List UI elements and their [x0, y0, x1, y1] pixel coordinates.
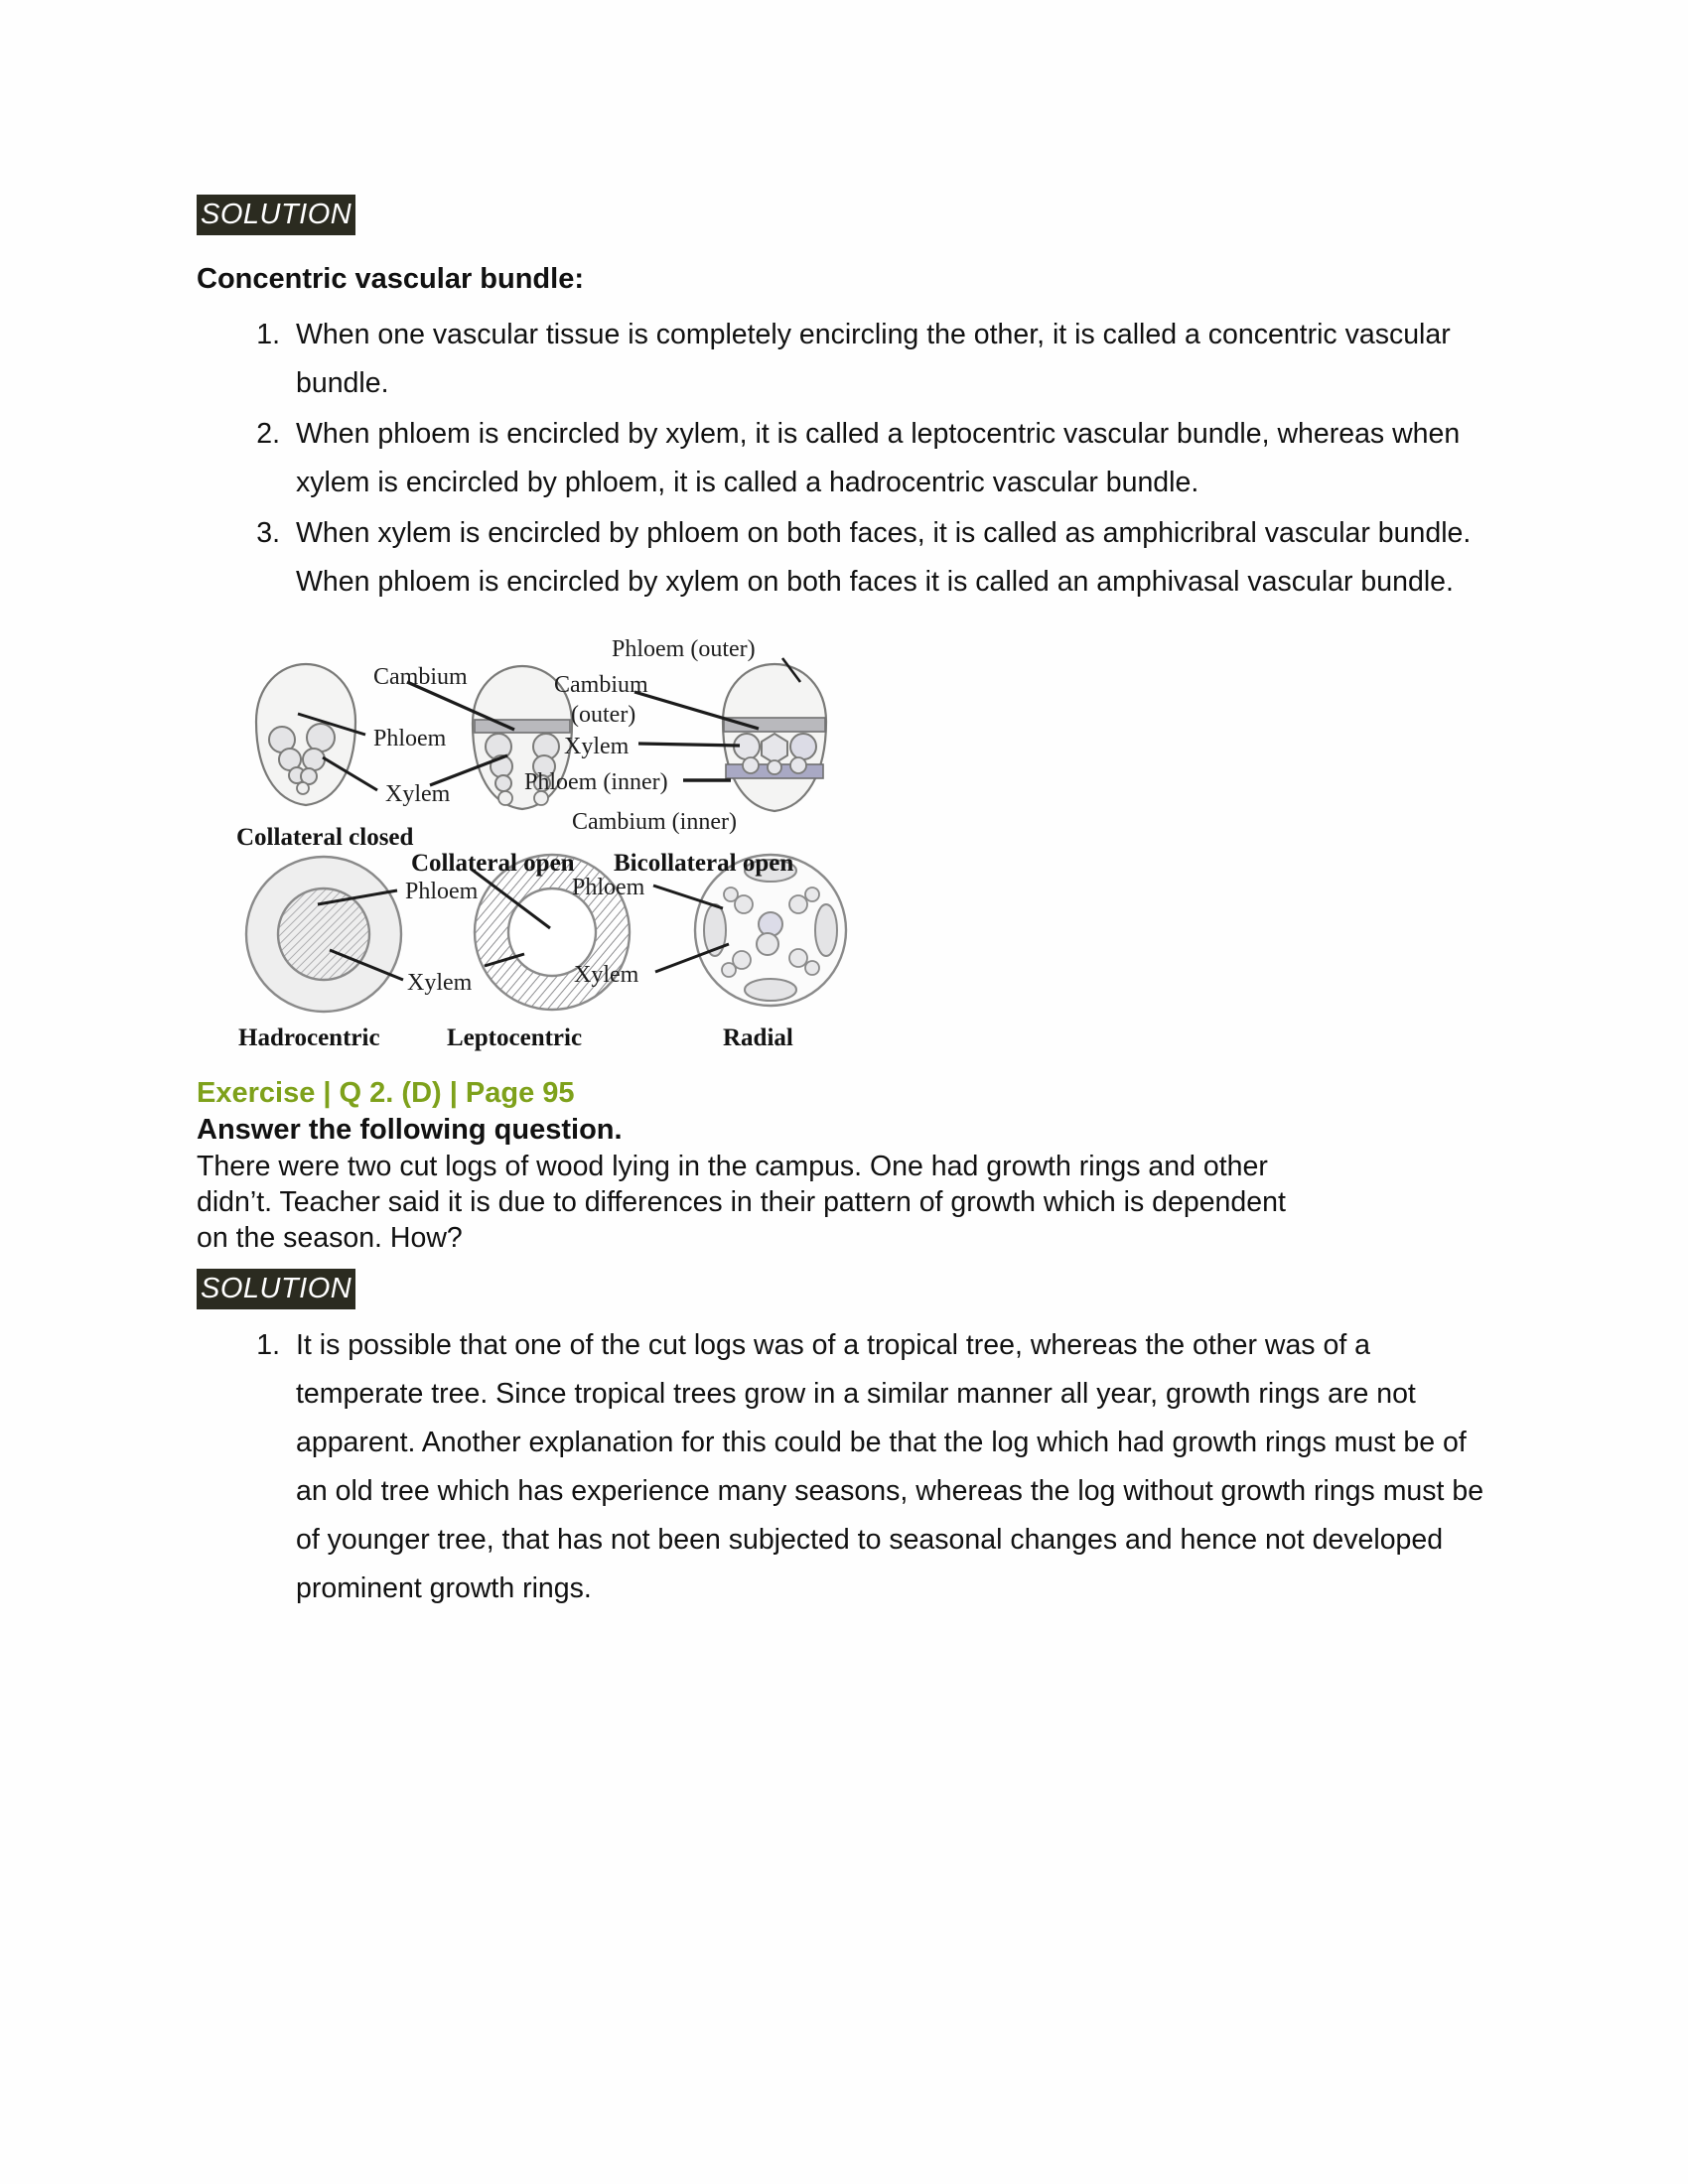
solution-label: SOLUTION: [197, 195, 355, 235]
question-line: on the season. How?: [197, 1221, 463, 1254]
diagram-svg: [226, 634, 921, 1061]
list-item: When xylem is encircled by phloem on both faces, it is called as amphicribral vascular bundle. When phloem is encircled by xylem on both faces it is called an amphivasal vascular bundle.: [296, 516, 1472, 598]
caption-bicollateral-open: Bicollateral open: [614, 850, 794, 877]
spacer: [197, 1257, 1497, 1269]
exercise-heading: Exercise | Q 2. (D) | Page 95: [197, 1077, 575, 1109]
label-xylem-3: Xylem: [574, 962, 639, 988]
label-phloem: Phloem: [373, 726, 447, 751]
radial-figure: [653, 855, 846, 1006]
caption-leptocentric: Leptocentric: [447, 1024, 583, 1051]
label-xylem-2: Xylem: [407, 970, 473, 996]
label-cambium-outer-line1: Cambium: [554, 672, 648, 698]
answer-list: [197, 1321, 1497, 1613]
caption-hadrocentric: Hadrocentric: [238, 1024, 380, 1051]
caption-collateral-open: Collateral open: [411, 850, 575, 877]
label-cambium: Cambium: [373, 664, 468, 690]
caption-radial: Radial: [723, 1024, 793, 1051]
solution-label: SOLUTION: [197, 1269, 355, 1309]
spacer: [197, 235, 1497, 261]
label-cambium-outer-line2: (outer): [571, 702, 636, 728]
section-heading: Concentric vascular bundle:: [197, 263, 584, 296]
question-line: There were two cut logs of wood lying in the campus. One had growth rings and other: [197, 1150, 1268, 1182]
question-paragraph: [197, 1150, 1497, 1257]
list-item: It is possible that one of the cut logs was of a tropical tree, whereas the other was of a temperate tree. Since tropical trees grow in a similar manner all year, growth rings are not apparent. Another explanation for this could be that the log which had growth rings must be of an old tree which has experience many seasons, whereas the log without growth rings must be of younger tree, that has not been subjected to seasonal changes and hence not developed prominent growth rings.: [296, 1328, 1484, 1604]
label-phloem-2: Phloem: [405, 879, 479, 904]
list-item: When phloem is encircled by xylem, it is called a leptocentric vascular bundle, whereas when xylem is encircled by phloem, it is called a hadrocentric vascular bundle.: [296, 417, 1461, 498]
label-phloem-3: Phloem: [572, 875, 645, 900]
vascular-bundle-types-diagram: [226, 634, 921, 1061]
label-xylem-mid: Xylem: [564, 734, 630, 759]
page-content: [197, 195, 1497, 1615]
instruction-text: Answer the following question.: [197, 1114, 623, 1147]
list-item: When one vascular tissue is completely encircling the other, it is called a concentric vascular bundle.: [296, 318, 1451, 399]
caption-collateral-closed: Collateral closed: [236, 824, 414, 851]
solution-label-block-2: [197, 1269, 1497, 1309]
label-phloem-outer: Phloem (outer): [612, 636, 756, 662]
solution-label-block-1: [197, 195, 1497, 235]
spacer: [197, 299, 1497, 311]
concentric-list: [197, 311, 1497, 607]
label-phloem-inner: Phloem (inner): [524, 769, 668, 795]
label-cambium-inner: Cambium (inner): [572, 809, 737, 835]
spacer: [197, 1309, 1497, 1321]
question-line: didn’t. Teacher said it is due to differences in their pattern of growth which is dependent: [197, 1185, 1286, 1218]
collateral-closed-figure: [256, 664, 377, 805]
label-xylem: Xylem: [385, 781, 451, 807]
hadrocentric-figure: [246, 857, 403, 1012]
